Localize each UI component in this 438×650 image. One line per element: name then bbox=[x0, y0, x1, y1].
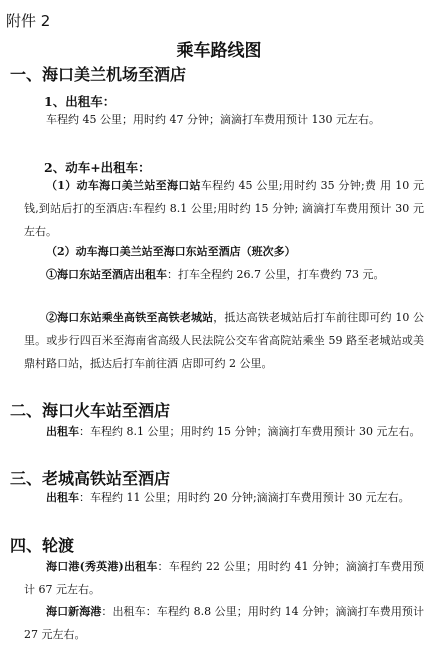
ferry-option-b-text: ：出租车：车程约 8.8 公里；用时约 14 分钟；滴滴打车费用预计 27 元左右。 bbox=[24, 605, 425, 641]
section-2-text bbox=[24, 420, 424, 443]
section-3-detail: ：车程约 11 公里；用时约 20 分钟;滴滴打车费用预计 30 元左右。 bbox=[79, 491, 410, 504]
section-1-heading: 一、海口美兰机场至酒店 bbox=[10, 65, 187, 84]
section-2-heading: 二、海口火车站至酒店 bbox=[10, 401, 171, 420]
route-option-2a-title: ①海口东站至酒店出租车 bbox=[46, 268, 167, 281]
route-option-2a-text: ：打车全程约 26.7 公里，打车费约 73 元。 bbox=[167, 268, 385, 281]
route-option-1 bbox=[24, 174, 424, 243]
train-taxi-option-label: 2、动车+出租车： bbox=[44, 160, 151, 175]
attachment-label: 附件 2 bbox=[6, 12, 51, 30]
route-option-2a bbox=[24, 263, 424, 286]
page-title: 乘车路线图 bbox=[176, 41, 262, 61]
route-option-2-heading: （2）动车海口美兰站至海口东站至酒店（班次多） bbox=[46, 245, 296, 258]
route-option-2b bbox=[24, 306, 424, 375]
section-3-text bbox=[24, 486, 424, 509]
section-3-mode: 出租车 bbox=[46, 491, 79, 504]
route-option-1-title: （1）动车海口美兰站至海口站 bbox=[46, 179, 201, 192]
ferry-option-a bbox=[24, 555, 424, 601]
ferry-option-a-title: 海口港(秀英港)出租车 bbox=[46, 560, 158, 573]
taxi-option-text: 车程约 45 公里；用时约 47 分钟；滴滴打车费用预计 130 元左右。 bbox=[46, 113, 380, 126]
route-option-2b-title: ②海口东站乘坐高铁至高铁老城站 bbox=[46, 311, 214, 324]
route-option-2b-text: ，抵达高铁老城站后打车前往即可约 10 公里。或步行四百米至海南省高级人民法院公交车省高院站乘坐 59 路至老城站或美鼎村路口站，抵达后打车前往酒 店即可约 2 公里。 bbox=[24, 311, 424, 370]
section-4-heading: 四、轮渡 bbox=[10, 536, 75, 555]
ferry-option-a-text: ：车程约 22 公里；用时约 41 分钟；滴滴打车费用预计 67 元左右。 bbox=[24, 560, 424, 596]
ferry-option-b bbox=[24, 600, 424, 646]
section-3-heading: 三、老城高铁站至酒店 bbox=[10, 469, 171, 488]
section-2-detail: ：车程约 8.1 公里；用时约 15 分钟；滴滴打车费用预计 30 元左右。 bbox=[79, 425, 421, 438]
section-2-mode: 出租车 bbox=[46, 425, 79, 438]
route-option-1-text: 车程约 45 公里;用时约 35 分钟;费 用 10 元钱,到站后打的至酒店:车程约 8.1 公里;用时约 15 分钟; 滴滴打车费用预计 30 元左右。 bbox=[24, 179, 424, 238]
taxi-option-label: 1、出租车： bbox=[44, 94, 116, 109]
ferry-option-b-title: 海口新海港 bbox=[46, 605, 102, 618]
